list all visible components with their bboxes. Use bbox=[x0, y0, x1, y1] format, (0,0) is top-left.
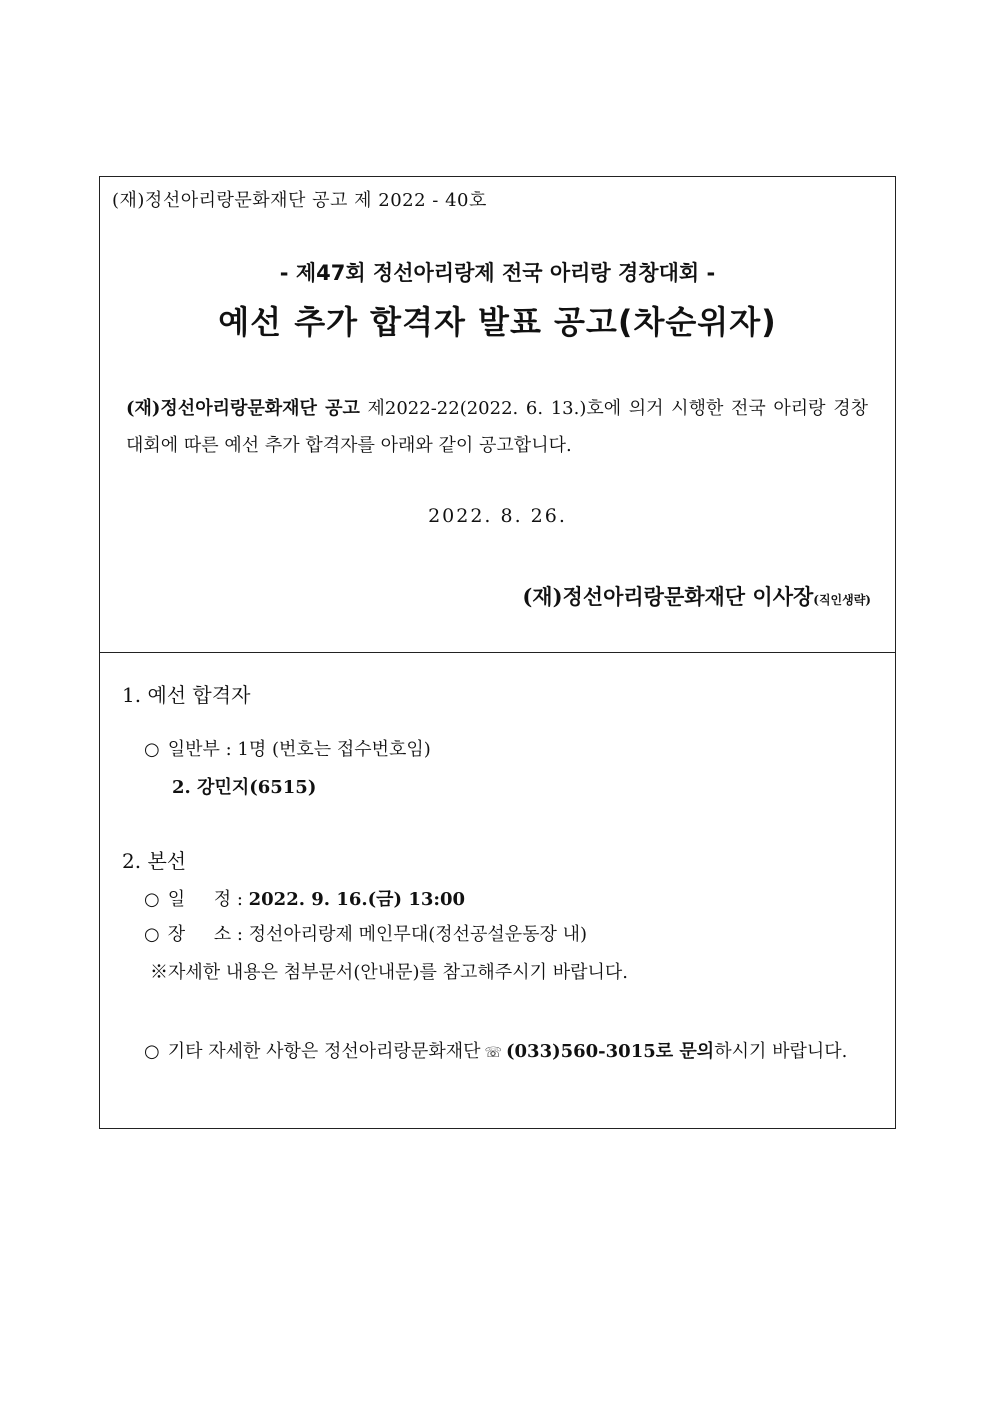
venue-text: 장 소 : 정선아리랑제 메인무대(정선공설운동장 내) bbox=[167, 924, 588, 945]
contact-text-after: 하시기 바랍니다. bbox=[714, 1041, 848, 1062]
bullet-circle-icon: ○ bbox=[144, 924, 160, 945]
notice-number: (재)정선아리랑문화재단 공고 제 2022 - 40호 bbox=[112, 190, 487, 211]
section2-heading: 2. 본선 bbox=[122, 849, 187, 873]
notice-date: 2022. 8. 26. bbox=[428, 505, 567, 527]
issuer-name: (재)정선아리랑문화재단 이사장 bbox=[522, 584, 814, 609]
attachment-note: ※자세한 내용은 첨부문서(안내문)를 참고해주시기 바랍니다. bbox=[150, 962, 628, 983]
venue-line bbox=[144, 920, 587, 946]
issuer bbox=[522, 581, 871, 611]
category-text: 일반부 : 1명 (번호는 접수번호임) bbox=[167, 739, 431, 760]
schedule-value: 2022. 9. 16.(금) 13:00 bbox=[248, 889, 466, 910]
phone-icon: ☏ bbox=[484, 1045, 502, 1061]
bullet-circle-icon: ○ bbox=[144, 739, 160, 760]
bullet-circle-icon: ○ bbox=[144, 889, 160, 910]
intro-bold: (재)정선아리랑문화재단 공고 bbox=[126, 398, 360, 419]
bullet-circle-icon: ○ bbox=[144, 1041, 160, 1062]
notice-title: 예선 추가 합격자 발표 공고(차순위자) bbox=[218, 303, 777, 341]
section1-category bbox=[144, 735, 431, 761]
notice-subtitle: - 제47회 정선아리랑제 전국 아리랑 경창대회 - bbox=[279, 261, 716, 285]
intro-paragraph bbox=[126, 390, 868, 464]
contact-text-before: 기타 자세한 사항은 정선아리랑문화재단 bbox=[167, 1041, 481, 1062]
schedule-line bbox=[144, 885, 465, 911]
section-divider bbox=[100, 652, 895, 653]
schedule-label: 일 정 : bbox=[167, 889, 249, 910]
passer-entry: 2. 강민지(6515) bbox=[172, 777, 317, 798]
section1-heading: 1. 예선 합격자 bbox=[122, 683, 251, 707]
contact-phone: (033)560-3015로 문의 bbox=[506, 1041, 715, 1062]
notice-frame bbox=[99, 176, 896, 1129]
contact-line bbox=[144, 1037, 847, 1063]
intro-rest: 제2022-22(2022. 6. 13.)호에 의거 시행한 전국 아리랑 경창대회에 따른 예선 추가 합격자를 아래와 같이 공고합니다. bbox=[126, 398, 868, 456]
issuer-note: (직인생략) bbox=[813, 593, 871, 607]
